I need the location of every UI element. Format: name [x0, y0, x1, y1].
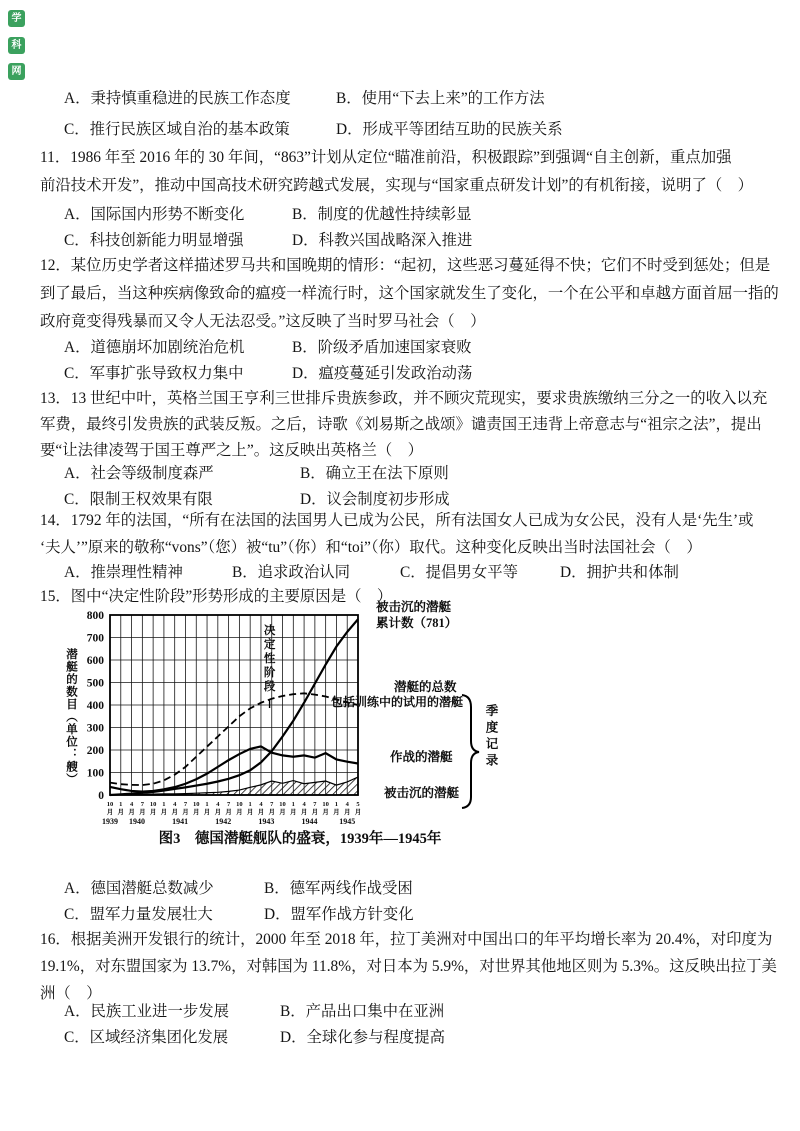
- x-axis-month-number: 7: [226, 801, 231, 808]
- option-13-C: C．限制王权效果有限: [64, 491, 213, 508]
- x-axis-month-number: 1: [162, 801, 166, 808]
- option-12-D: D．瘟疫蔓延引发政治动荡: [292, 365, 473, 382]
- watermark-icon: 科: [8, 37, 25, 54]
- option-14-D: D．拥护共和体制: [560, 564, 679, 581]
- submarine-chart-svg: [60, 600, 600, 850]
- x-axis-month-char: 月: [279, 809, 286, 816]
- question-12-line-1: 12．某位历史学者这样描述罗马共和国晚期的情形：“起初，这些恶习蔓延得不快；它们不时受到惩处；但是: [40, 257, 771, 274]
- question-13-line-2: 军费，最终引发贵族的武装反叛。之后，诗歌《刘易斯之战颂》谴责国王违背上帝意志与“祖宗之法”，提出: [40, 416, 762, 433]
- option-11-A: A．国际国内形势不断变化: [64, 206, 245, 223]
- question-12-line-3: 政府竟变得残暴而又令人无法忍受。”这反映了当时罗马社会（ ）: [40, 313, 486, 330]
- question-11-line-1: 11．1986 年至 2016 年的 30 年间，“863”计划从定位“瞄准前沿，积极跟踪”到强调“自主创新，重点加强: [40, 149, 732, 166]
- y-axis-tick-label: 400: [86, 700, 104, 712]
- x-axis-month-char: 月: [128, 809, 135, 816]
- option-13-B: B．确立王在法下原则: [300, 465, 449, 482]
- option-14-B: B．追求政治认同: [232, 564, 350, 581]
- option-12-B: B．阶级矛盾加速国家衰败: [292, 339, 472, 356]
- x-axis-month-number: 10: [322, 801, 329, 808]
- annotation-decisive-stage-char: 阶: [263, 667, 276, 679]
- option-16-B: B．产品出口集中在亚洲: [280, 1003, 445, 1020]
- option-10-C: C．推行民族区域自治的基本政策: [64, 121, 290, 138]
- x-axis-year-label: 1943: [258, 817, 275, 826]
- x-axis-month-char: 月: [333, 809, 340, 816]
- series-cumulative-sunk-line: [110, 619, 358, 795]
- legend-operational-submarines: 作战的潜艇: [390, 750, 453, 764]
- annotation-decisive-stage-char: 段: [263, 681, 276, 693]
- legend-sunk-submarines: 被击沉的潜艇: [384, 786, 460, 800]
- x-axis-month-number: 1: [291, 801, 295, 808]
- question-11-line-2: 前沿技术开发”，推动中国高技术研究跨越式发展，实现与“国家重点研发计划”的有机衔接，说明了（ ）: [40, 177, 754, 194]
- annotation-decisive-stage-char: 定: [263, 639, 276, 651]
- x-axis-month-char: 月: [203, 809, 211, 816]
- option-15-D: D．盟军作战方针变化: [264, 906, 414, 923]
- x-axis-month-char: 月: [193, 809, 200, 816]
- x-axis-month-number: 10: [236, 801, 243, 808]
- question-14-line-1: 14．1792 年的法国，“所有在法国的法国男人已成为公民，所有法国女人已成为女公民，没有人是‘先生’或: [40, 512, 754, 529]
- x-axis-month-char: 月: [139, 809, 146, 816]
- x-axis-month-number: 10: [106, 801, 114, 808]
- x-axis-month-number: 1: [119, 801, 123, 808]
- annotation-decisive-stage-char: 决: [263, 625, 276, 637]
- option-16-D: D．全球化参与程度提高: [280, 1029, 446, 1046]
- x-axis-month-char: 月: [343, 809, 351, 816]
- option-12-A: A．道德崩坏加剧统治危机: [64, 339, 245, 356]
- legend-cumulative-sunk-line2: 累计数（781）: [376, 616, 458, 630]
- x-axis-month-number: 4: [259, 801, 263, 808]
- question-13-line-1: 13．13 世纪中叶，英格兰国王亨利三世排斥贵族参政，并不顾灾荒现实，要求贵族缴纳三分之一的收入以充: [40, 390, 768, 407]
- question-16-line-2: 19.1%，对东盟国家为 13.7%，对韩国为 11.8%，对日本为 5.9%，对世界其他地区则为 5.3%。这反映出拉丁美: [40, 958, 777, 975]
- option-10-B: B．使用“下去上来”的工作方法: [336, 90, 545, 107]
- x-axis-year-label: 1942: [215, 817, 232, 826]
- x-axis-month-number: 7: [140, 801, 144, 808]
- watermark-icon: 学: [8, 10, 25, 27]
- option-16-C: C．区域经济集团化发展: [64, 1029, 229, 1046]
- x-axis-month-char: 月: [246, 809, 254, 816]
- x-axis-month-char: 月: [117, 809, 125, 816]
- question-16-line-3: 洲（ ）: [40, 985, 102, 1002]
- x-axis-month-char: 月: [106, 809, 114, 816]
- x-axis-year-label: 1940: [128, 817, 145, 826]
- x-axis-month-number: 5: [356, 801, 360, 808]
- x-axis-month-char: 月: [354, 809, 362, 816]
- x-axis-month-number: 4: [216, 801, 220, 808]
- x-axis-year-label: 1944: [301, 817, 318, 826]
- question-13-line-3: 要“让法律凌驾于国王尊严之上”。这反映出英格兰（ ）: [40, 442, 424, 459]
- x-axis-month-char: 月: [160, 809, 168, 816]
- option-15-B: B．德军两线作战受困: [264, 880, 413, 897]
- legend-total-submarines-line1: 潜艇的总数: [394, 680, 457, 694]
- x-axis-month-char: 月: [171, 809, 178, 816]
- question-14-line-2: ‘夫人’”原来的敬称“vons”（您）被“tu”（你）和“toi”（你）取代。这种变化反映出当时法国社会（ ）: [40, 539, 702, 556]
- x-axis-month-number: 4: [173, 801, 177, 808]
- x-axis-month-number: 7: [313, 801, 317, 808]
- option-11-D: D．科教兴国战略深入推进: [292, 232, 473, 249]
- quarterly-record-brace: [462, 695, 479, 808]
- option-10-D: D．形成平等团结互助的民族关系: [336, 121, 563, 138]
- x-axis-month-number: 7: [183, 801, 188, 808]
- x-axis-month-char: 月: [214, 809, 222, 816]
- option-14-C: C．提倡男女平等: [400, 564, 518, 581]
- y-axis-tick-label: 800: [86, 610, 104, 622]
- x-axis-month-char: 月: [182, 809, 189, 816]
- x-axis-month-number: 4: [345, 801, 349, 808]
- x-axis-year-label: 1945: [339, 817, 356, 826]
- x-axis-month-char: 月: [257, 809, 265, 816]
- option-11-C: C．科技创新能力明显增强: [64, 232, 244, 249]
- x-axis-month-number: 4: [302, 801, 306, 808]
- option-13-D: D．议会制度初步形成: [300, 491, 450, 508]
- x-axis-month-number: 1: [334, 801, 339, 808]
- y-axis-tick-label: 500: [86, 677, 104, 690]
- legend-quarterly-record: 季度记录: [484, 704, 498, 770]
- x-axis-month-number: 10: [279, 801, 286, 808]
- x-axis-month-char: 月: [290, 809, 297, 816]
- x-axis-month-char: 月: [268, 809, 275, 816]
- x-axis-month-number: 1: [205, 801, 209, 808]
- x-axis-year-label: 1939: [102, 817, 118, 826]
- option-11-B: B．制度的优越性持续彰显: [292, 206, 472, 223]
- y-axis-tick-label: 700: [86, 632, 104, 645]
- chart-y-axis-label: 潜艇的数目（单位：艘）: [65, 648, 77, 786]
- x-axis-month-char: 月: [236, 809, 243, 816]
- option-15-C: C．盟军力量发展壮大: [64, 906, 213, 923]
- question-16-line-1: 16．根据美洲开发银行的统计，2000 年至 2018 年，拉丁美洲对中国出口的年平均增长率为 20.4%，对印度为: [40, 931, 773, 948]
- option-13-A: A．社会等级制度森严: [64, 465, 214, 482]
- question-12-line-2: 到了最后，当这种疾病像致命的瘟疫一样流行时，这个国家就发生了变化，一个在公平和卓越方面首屈一指的: [40, 285, 779, 302]
- watermark-icon: 网: [8, 63, 25, 80]
- x-axis-month-number: 10: [193, 801, 200, 808]
- option-14-A: A．推崇理性精神: [64, 564, 183, 581]
- x-axis-month-char: 月: [225, 809, 232, 816]
- option-15-A: A．德国潜艇总数减少: [64, 880, 214, 897]
- question-15-line-1: 15．图中“决定性阶段”形势形成的主要原因是（ ）: [40, 588, 393, 605]
- x-axis-month-char: 月: [300, 809, 308, 816]
- y-axis-tick-label: 0: [98, 790, 104, 802]
- option-12-C: C．军事扩张导致权力集中: [64, 365, 244, 382]
- y-axis-tick-label: 200: [86, 745, 104, 757]
- x-axis-month-number: 1: [248, 801, 252, 808]
- series-total-dashed-line: [110, 693, 358, 785]
- legend-cumulative-sunk-line1: 被击沉的潜艇: [376, 600, 452, 614]
- x-axis-month-char: 月: [322, 809, 329, 816]
- x-axis-month-number: 10: [149, 801, 157, 808]
- option-10-A: A．秉持慎重稳进的民族工作态度: [64, 90, 291, 107]
- x-axis-month-number: 7: [270, 801, 274, 808]
- y-axis-tick-label: 600: [86, 655, 104, 667]
- x-axis-month-char: 月: [311, 809, 319, 816]
- x-axis-month-number: 4: [129, 801, 134, 808]
- option-16-A: A．民族工业进一步发展: [64, 1003, 230, 1020]
- legend-total-submarines-line2: 包括训练中的试用的潜艇: [331, 695, 464, 709]
- annotation-decisive-stage-char: 性: [263, 653, 276, 665]
- y-axis-tick-label: 100: [86, 767, 104, 780]
- x-axis-year-label: 1941: [172, 817, 189, 826]
- figure-caption: 图3 德国潜艇舰队的盛衰，1939年—1945年: [158, 831, 442, 847]
- x-axis-month-char: 月: [149, 809, 157, 816]
- y-axis-tick-label: 300: [86, 722, 104, 735]
